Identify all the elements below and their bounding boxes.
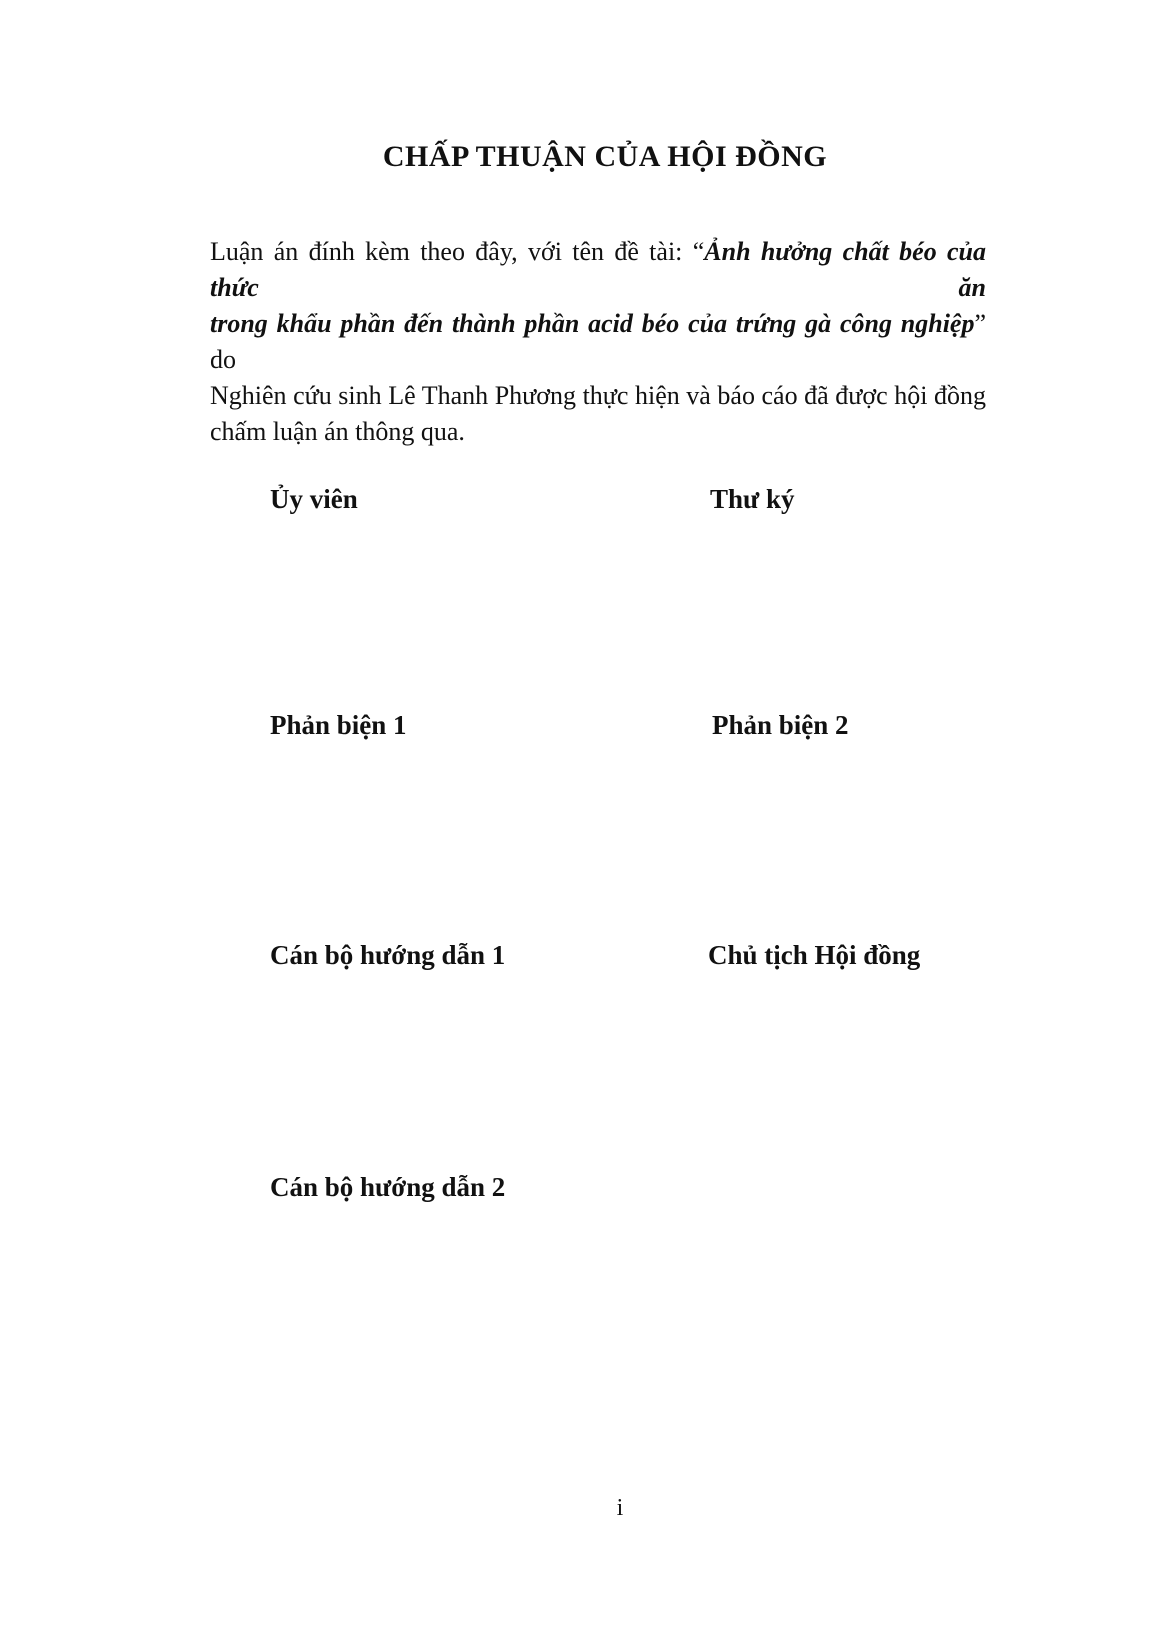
page-number: i (616, 1495, 624, 1521)
thesis-title-part-2: trong khẩu phần đến thành phần acid béo của trứng gà công nghiệp (210, 309, 975, 338)
page-title: CHẤP THUẬN CỦA HỘI ĐỒNG (382, 140, 828, 173)
paragraph-line-3: Nghiên cứu sinh Lê Thanh Phương thực hiện và báo cáo đã được hội đồng (210, 381, 986, 410)
paragraph-line-1 (210, 234, 986, 306)
paragraph-line-1-regular: Luận án đính kèm theo đây, với tên đề tài: “ (210, 237, 705, 266)
paragraph-line-4: chấm luận án thông qua. (210, 417, 465, 446)
signature-label-can-bo-huong-dan-2: Cán bộ hướng dẫn 2 (270, 1172, 506, 1202)
paragraph-line-2-regular: ” do (210, 309, 986, 374)
signature-label-phan-bien-2: Phản biện 2 (712, 710, 849, 740)
signature-label-thu-ky: Thư ký (710, 484, 795, 514)
signature-label-uy-vien: Ủy viên (270, 484, 358, 514)
signature-label-phan-bien-1: Phản biện 1 (270, 710, 407, 740)
thesis-title-part-1: Ảnh hưởng chất béo của thức ăn (210, 237, 987, 302)
approval-paragraph (210, 234, 986, 450)
signature-label-chu-tich-hoi-dong: Chủ tịch Hội đồng (708, 940, 921, 970)
signature-label-can-bo-huong-dan-1: Cán bộ hướng dẫn 1 (270, 940, 506, 970)
paragraph-line-2 (210, 306, 986, 378)
